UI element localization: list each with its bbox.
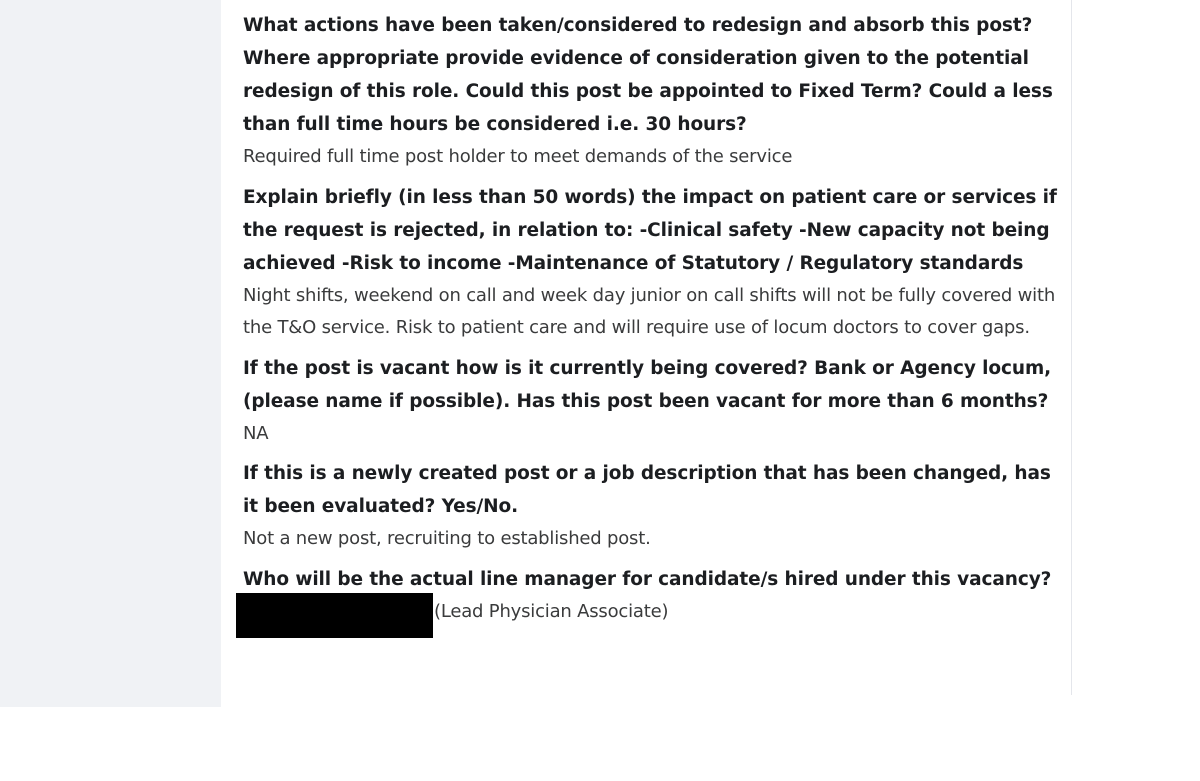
answer-text: NA <box>243 422 269 444</box>
question-text: If this is a newly created post or a job description that has been changed, has it been evaluated? Yes/No. <box>243 463 1051 517</box>
question-text: What actions have been taken/considered to redesign and absorb this post? Where appropriate provide evidence of consideration given to the potential redesign of this role. Could this post be appointed to Fixed Term? Could a less than full time hours be considered i.e. 30 hours? <box>243 15 1053 135</box>
qa-item-redesign <box>243 9 1058 174</box>
question-text: If the post is vacant how is it currently being covered? Bank or Agency locum, (please name if possible). Has this post been vacant for more than 6 months? <box>243 357 1052 412</box>
question-answer-list <box>243 9 1058 635</box>
redaction-box <box>236 593 433 638</box>
qa-item-line-manager <box>243 563 1058 629</box>
question-text: Who will be the actual line manager for candidate/s hired under this vacancy? <box>243 568 1052 590</box>
question-text: Explain briefly (in less than 50 words) the impact on patient care or services if the request is rejected, in relation to: -Clinical safety -New capacity not being achieved -Risk to income -Maintenance of Statutory / Regulatory standards <box>243 186 1057 274</box>
qa-item-impact <box>243 181 1058 345</box>
qa-item-evaluation <box>243 457 1058 556</box>
answer-text: (Lead Physician Associate) <box>434 600 669 622</box>
answer-row <box>243 596 1058 629</box>
left-sidebar-background <box>0 0 221 707</box>
answer-text: Night shifts, weekend on call and week day junior on call shifts will not be fully covered with the T&O service. Risk to patient care and will require use of locum doctors to cover gaps. <box>243 284 1056 338</box>
answer-text: Not a new post, recruiting to established post. <box>243 528 651 549</box>
answer-text: Required full time post holder to meet demands of the service <box>243 146 793 167</box>
qa-item-vacancy-cover <box>243 352 1058 451</box>
